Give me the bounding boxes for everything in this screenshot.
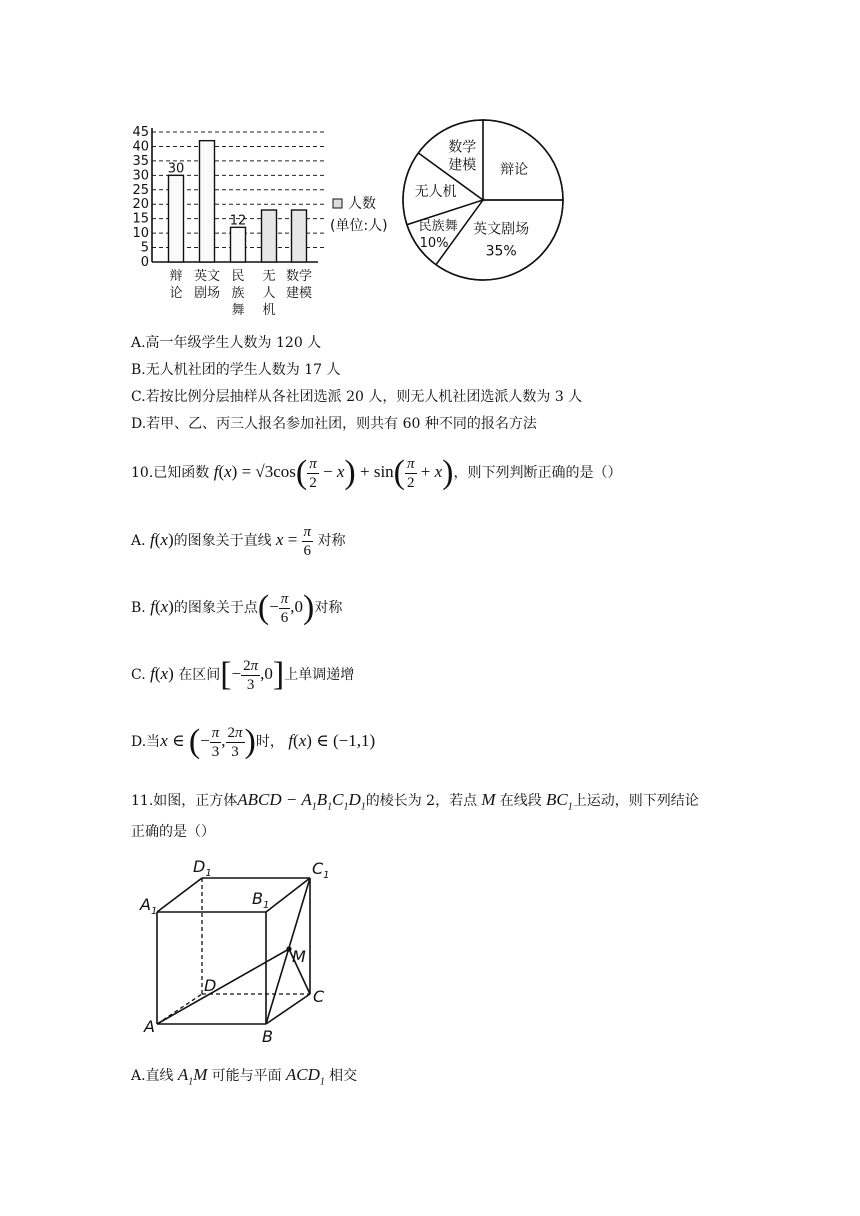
- bar-chart: [120, 120, 400, 320]
- label-c: C: [313, 987, 325, 1006]
- q10-stem: [131, 450, 621, 495]
- bar-category-label: 建模: [285, 286, 313, 301]
- y-tick-label: 30: [132, 168, 149, 184]
- label-c1: $C_1$: [312, 859, 330, 881]
- q9-option-c: C.若按比例分层抽样从各社团选派 20 人，则无人机社团选派人数为 3 人: [131, 389, 583, 405]
- bar-category-label: 机: [262, 303, 276, 318]
- pie-label: 辩论: [500, 161, 529, 178]
- label-a1: $A_1$: [140, 895, 158, 917]
- legend-swatch: [333, 199, 342, 208]
- y-tick-label: 35: [132, 153, 149, 169]
- bar-value-label: 30: [167, 161, 185, 177]
- q10-option-b: B. f(x)的图象关于点(− $\frac{\pi}{6}$ ,0)对称: [131, 589, 343, 627]
- y-tick-label: 20: [132, 197, 149, 213]
- bar: [200, 141, 215, 262]
- pie-label: 民族舞: [418, 219, 458, 235]
- bar-category-label: 辩: [169, 269, 183, 284]
- label-b1: $B_1$: [252, 889, 270, 911]
- bar-category-label: 数学: [285, 269, 313, 284]
- y-tick-label: 25: [132, 182, 149, 198]
- point-m: [286, 946, 291, 951]
- pie-percent-label: 35%: [485, 243, 517, 260]
- bar-category-label: 英文: [193, 269, 221, 284]
- cube-figure: [132, 852, 342, 1048]
- bar-category-label: 人: [262, 286, 276, 301]
- y-tick-label: 40: [132, 139, 149, 155]
- bar-category-label: 舞: [231, 303, 245, 318]
- bar-value-label: 12: [229, 213, 247, 229]
- label-m: M: [292, 947, 306, 966]
- pie-percent-label: 10%: [419, 236, 449, 252]
- q10-suffix: ，则下列判断正确的是（）: [453, 465, 622, 481]
- y-tick-label: 10: [132, 226, 149, 242]
- pie-chart: [395, 112, 575, 282]
- bar: [231, 227, 246, 262]
- q10-function: f(x) = √3cos( $\frac{\pi}{2}$ − x) + sin( $\frac{\pi}{2}$ + x): [213, 454, 454, 492]
- bar-category-label: 无: [262, 269, 276, 284]
- y-tick-label: 15: [132, 211, 149, 227]
- q11-stem-line2: 正确的是（）: [131, 824, 215, 840]
- q11-option-a: A.直线 $A_1M$ 可能与平面 $ACD_1$ 相交: [131, 1065, 358, 1088]
- legend-unit: (单位:人): [330, 218, 388, 234]
- bar-category-label: 族: [231, 286, 245, 301]
- pie-label: 数学: [448, 139, 477, 156]
- label-d1: $D_1$: [193, 857, 212, 879]
- bar: [292, 210, 307, 262]
- q10-prefix: 10.已知函数: [131, 465, 210, 481]
- q9-option-a: A.高一年级学生人数为 120 人: [131, 335, 322, 351]
- label-b: B: [262, 1027, 273, 1046]
- bar-category-label: 民: [231, 269, 245, 284]
- pie-label: 无人机: [414, 183, 457, 200]
- q9-option-b: B.无人机社团的学生人数为 17 人: [131, 362, 341, 378]
- bar-category-label: 论: [169, 286, 183, 301]
- q11-stem-line1: 11.如图，正方体ABCD − $A_1B_1C_1D_1$的棱长为 2，若点 M 在线段 $BC_1$上运动，则下列结论: [131, 790, 699, 813]
- q9-option-d: D.若甲、乙、丙三人报名参加社团，则共有 60 种不同的报名方法: [131, 416, 537, 432]
- bar: [262, 210, 277, 262]
- y-tick-label: 45: [132, 125, 149, 140]
- legend-label: 人数: [348, 196, 376, 212]
- bar: [169, 175, 184, 262]
- label-a: A: [144, 1017, 155, 1036]
- bar-category-label: 剧场: [193, 286, 221, 301]
- label-d: D: [204, 976, 217, 995]
- q10-option-d: D.当x ∈ (− $\frac{\pi}{3}$ , $\frac{2\pi}{3}$ )时， f(x) ∈ (−1,1): [131, 723, 376, 761]
- q10-option-c: C. f(x) 在区间[− $\frac{2\pi}{3}$ ,0]上单调递增: [131, 656, 355, 694]
- pie-label: 英文剧场: [473, 221, 530, 238]
- q10-option-a: A. f(x)的图象关于直线 x = $\frac{\pi}{6}$ 对称: [131, 523, 346, 559]
- y-tick-label: 0: [140, 255, 149, 270]
- y-tick-label: 5: [140, 240, 149, 256]
- pie-label: 建模: [448, 157, 477, 174]
